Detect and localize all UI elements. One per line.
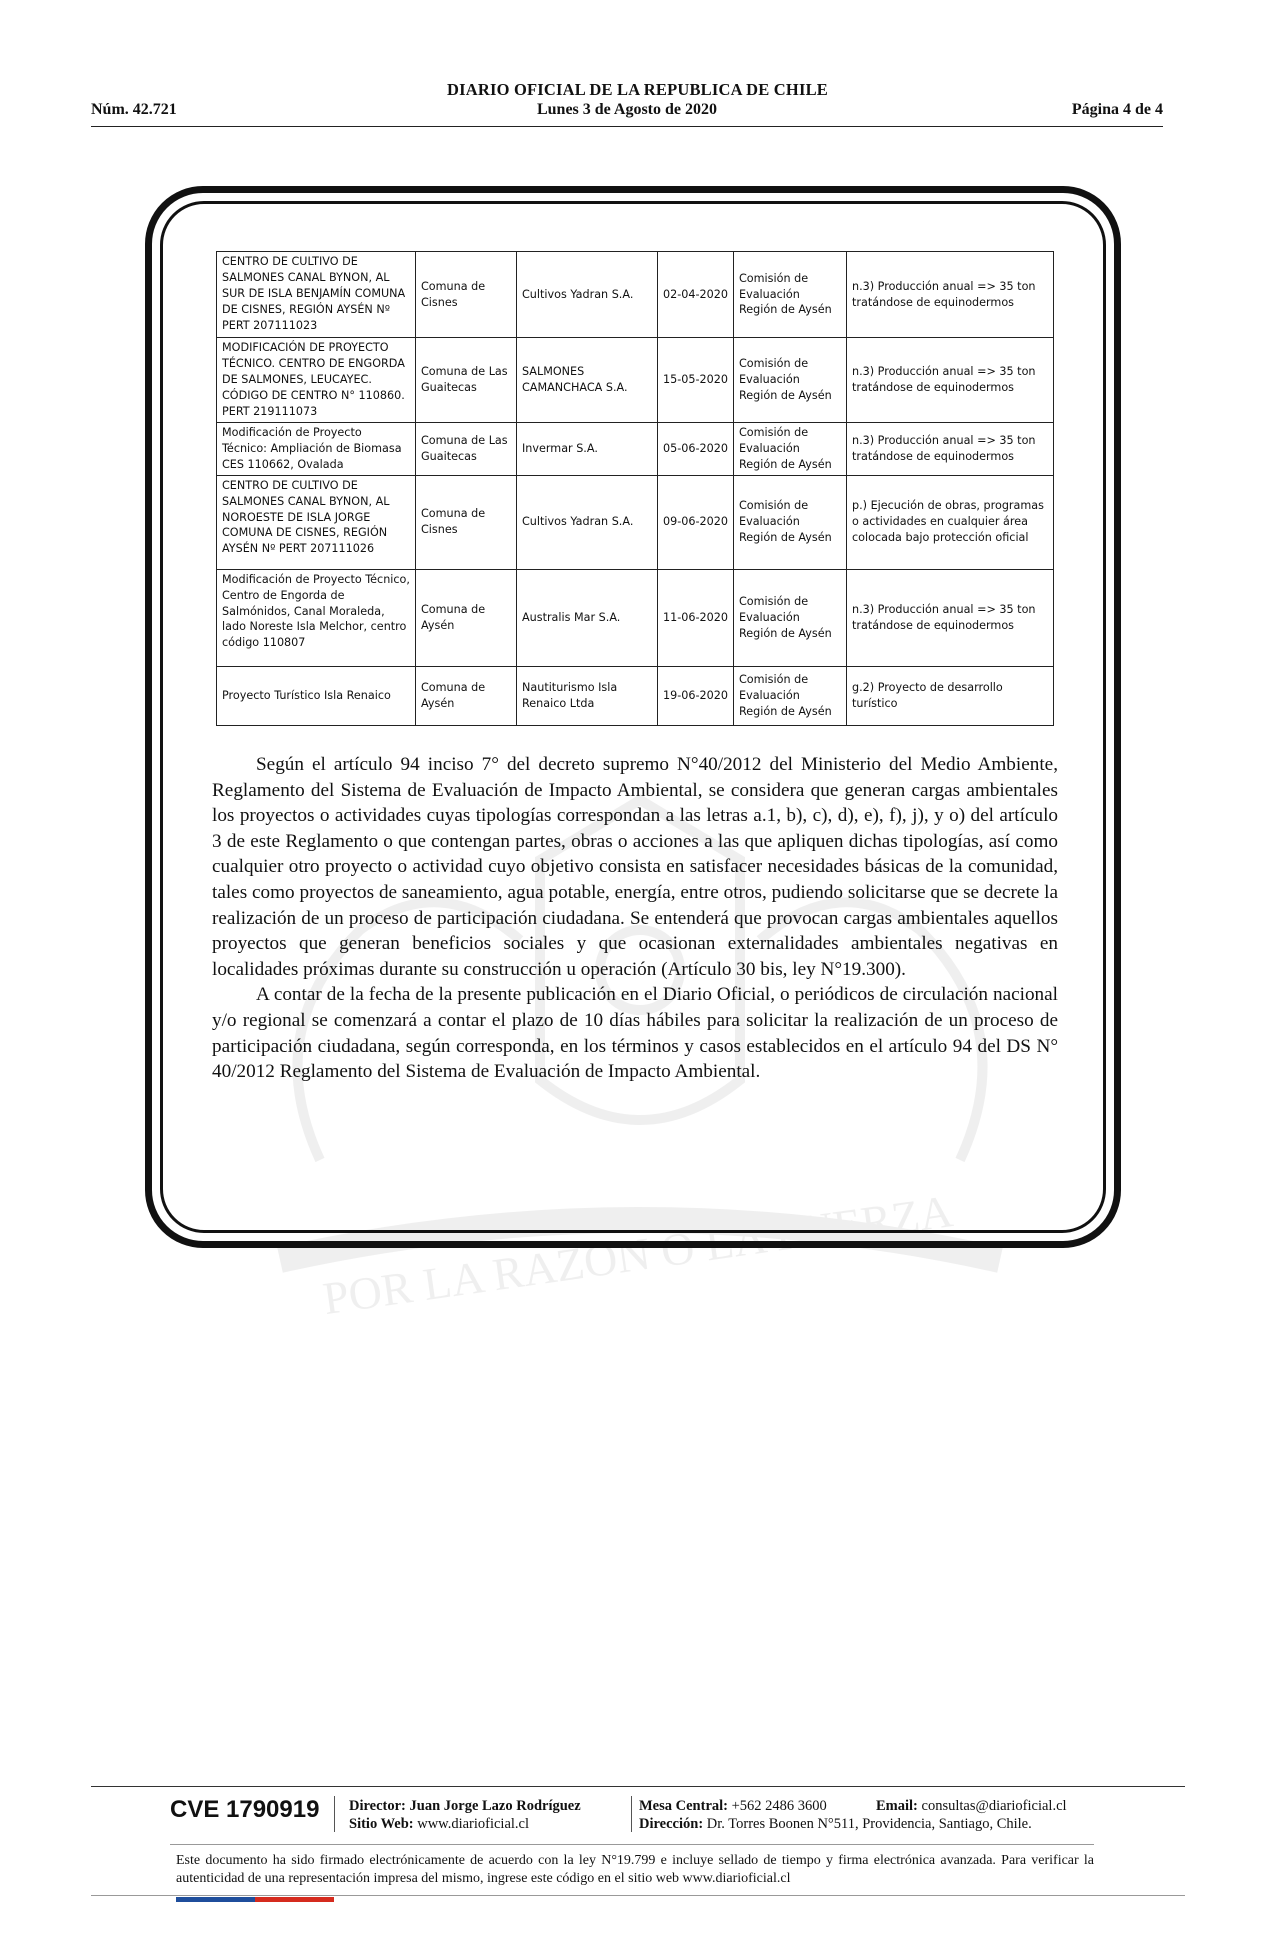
page-header-title: DIARIO OFICIAL DE LA REPUBLICA DE CHILE — [447, 80, 828, 99]
project-commune: Comuna de Aysén — [416, 666, 517, 725]
project-company: Cultivos Yadran S.A. — [517, 475, 658, 569]
project-typology: n.3) Producción anual => 35 ton tratándose de equinodermos — [847, 569, 1054, 666]
signature-note: Este documento ha sido firmado electrónicamente de acuerdo con la ley N°19.799 e incluye sellado de tiempo y firma electrónica avanzada. Para verificar la autenticidad de una representación impresa del mismo, ingrese este código en el sitio web www.diarioficial.cl — [176, 1853, 1094, 1886]
project-company: Nautiturismo Isla Renaico Ltda — [517, 666, 658, 725]
project-date: 09-06-2020 — [658, 475, 734, 569]
page-header-row — [91, 101, 1163, 123]
cve-code: CVE 1790919 — [170, 1796, 320, 1823]
project-date: 19-06-2020 — [658, 666, 734, 725]
table-row — [217, 252, 1054, 338]
projects-table — [216, 251, 1054, 726]
project-authority: Comisión de Evaluación Región de Aysén — [734, 338, 847, 423]
body-paragraph: A contar de la fecha de la presente publicación en el Diario Oficial, o periódicos de circulación nacional y/o regional se comenzará a contar el plazo de 10 días hábiles para solicitar la realización de un proceso de participación ciudadana, según corresponda, en los términos y casos establecidos en el artículo 94 del DS N° 40/2012 Reglamento del Sistema de Evaluación de Impacto Ambiental. — [212, 984, 1058, 1083]
project-authority: Comisión de Evaluación Región de Aysén — [734, 569, 847, 666]
table-row — [217, 338, 1054, 423]
project-company: Australis Mar S.A. — [517, 569, 658, 666]
project-commune: Comuna de Las Guaitecas — [416, 338, 517, 423]
project-name: MODIFICACIÓN DE PROYECTO TÉCNICO. CENTRO DE ENGORDA DE SALMONES, LEUCAYEC. CÓDIGO DE CENTRO N° 110860. PERT 219111073 — [217, 338, 416, 423]
website-link[interactable]: www.diarioficial.cl — [417, 1816, 530, 1832]
project-commune: Comuna de Las Guaitecas — [416, 423, 517, 476]
watermark-motto: POR LA RAZON O LA FUERZA — [319, 1185, 956, 1325]
project-date: 15-05-2020 — [658, 338, 734, 423]
footer-separator — [631, 1796, 632, 1832]
table-row — [217, 666, 1054, 725]
footer-contacts-right — [639, 1797, 1099, 1833]
project-commune: Comuna de Aysén — [416, 569, 517, 666]
project-commune: Comuna de Cisnes — [416, 252, 517, 338]
flag-color-bar — [176, 1897, 334, 1902]
project-authority: Comisión de Evaluación Región de Aysén — [734, 666, 847, 725]
body-paragraph: Según el artículo 94 inciso 7° del decreto supremo N°40/2012 del Ministerio del Medio Ambiente, Reglamento del Sistema de Evaluación de Impacto Ambiental, se considera que generan cargas ambientales los proyectos o actividades cuyas tipologías correspondan a las letras a.1, b), c), d), e), f), j), y o) del artículo 3 de este Reglamento o que contengan partes, obras o acciones a las que apliquen dichas tipologías, así como cualquier otro proyecto o actividad cuyo objetivo consista en satisfacer necesidades básicas de la comunidad, tales como proyectos de saneamiento, agua potable, energía, entre otros, pudiendo solicitarse que se decrete la realización de un proceso de participación ciudadana. Se entenderá que provocan cargas ambientales aquellos proyectos que generan beneficios sociales y que ocasionan externalidades ambientales negativas en localidades próximas durante su construcción u operación (Artículo 30 bis, ley N°19.300). — [212, 754, 1058, 980]
header-divider — [91, 126, 1163, 127]
project-name: CENTRO DE CULTIVO DE SALMONES CANAL BYNON, AL SUR DE ISLA BENJAMÍN COMUNA DE CISNES, REGIÓN AYSÉN Nº PERT 207111023 — [217, 252, 416, 338]
page-number: Página 4 de 4 — [1071, 101, 1163, 118]
email-link[interactable]: consultas@diarioficial.cl — [921, 1798, 1067, 1814]
email-label: Email: — [876, 1798, 918, 1814]
flag-red-segment — [255, 1897, 334, 1902]
project-typology: n.3) Producción anual => 35 ton tratándose de equinodermos — [847, 423, 1054, 476]
project-name: Modificación de Proyecto Técnico: Ampliación de Biomasa CES 110662, Ovalada — [217, 423, 416, 476]
table-row — [217, 569, 1054, 666]
footer-divider — [170, 1844, 1094, 1845]
table-row — [217, 423, 1054, 476]
project-typology: n.3) Producción anual => 35 ton tratándose de equinodermos — [847, 338, 1054, 423]
address-value: Dr. Torres Boonen N°511, Providencia, Santiago, Chile. — [706, 1816, 1032, 1832]
phone-label: Mesa Central: — [639, 1798, 728, 1814]
project-typology: p.) Ejecución de obras, programas o actividades en cualquier área colocada bajo protección oficial — [847, 475, 1054, 569]
project-typology: g.2) Proyecto de desarrollo turístico — [847, 666, 1054, 725]
project-company: Invermar S.A. — [517, 423, 658, 476]
director-name: Juan Jorge Lazo Rodríguez — [409, 1798, 581, 1814]
footer-divider — [91, 1786, 1185, 1787]
footer-contacts-left — [349, 1797, 581, 1833]
project-typology: n.3) Producción anual => 35 ton tratándose de equinodermos — [847, 252, 1054, 338]
notice-body — [212, 752, 1058, 1085]
issue-number: Núm. 42.721 — [91, 101, 177, 118]
project-authority: Comisión de Evaluación Región de Aysén — [734, 252, 847, 338]
project-date: 02-04-2020 — [658, 252, 734, 338]
issue-date: Lunes 3 de Agosto de 2020 — [536, 101, 718, 118]
website-label: Sitio Web: — [349, 1816, 414, 1832]
project-authority: Comisión de Evaluación Región de Aysén — [734, 423, 847, 476]
footer-separator — [334, 1796, 335, 1832]
address-label: Dirección: — [639, 1816, 704, 1832]
project-name: Proyecto Turístico Isla Renaico — [217, 666, 416, 725]
director-label: Director: — [349, 1798, 406, 1814]
flag-blue-segment — [176, 1897, 255, 1902]
table-row — [217, 475, 1054, 569]
footer-divider — [91, 1895, 1185, 1896]
phone-value: +562 2486 3600 — [731, 1798, 827, 1814]
project-name: Modificación de Proyecto Técnico, Centro de Engorda de Salmónidos, Canal Moraleda, lado Noreste Isla Melchor, centro código 110807 — [217, 569, 416, 666]
project-date: 05-06-2020 — [658, 423, 734, 476]
project-commune: Comuna de Cisnes — [416, 475, 517, 569]
project-authority: Comisión de Evaluación Región de Aysén — [734, 475, 847, 569]
project-company: Cultivos Yadran S.A. — [517, 252, 658, 338]
project-date: 11-06-2020 — [658, 569, 734, 666]
project-name: CENTRO DE CULTIVO DE SALMONES CANAL BYNON, AL NOROESTE DE ISLA JORGE COMUNA DE CISNES, REGIÓN AYSÉN Nº PERT 207111026 — [217, 475, 416, 569]
project-company: SALMONES CAMANCHACA S.A. — [517, 338, 658, 423]
